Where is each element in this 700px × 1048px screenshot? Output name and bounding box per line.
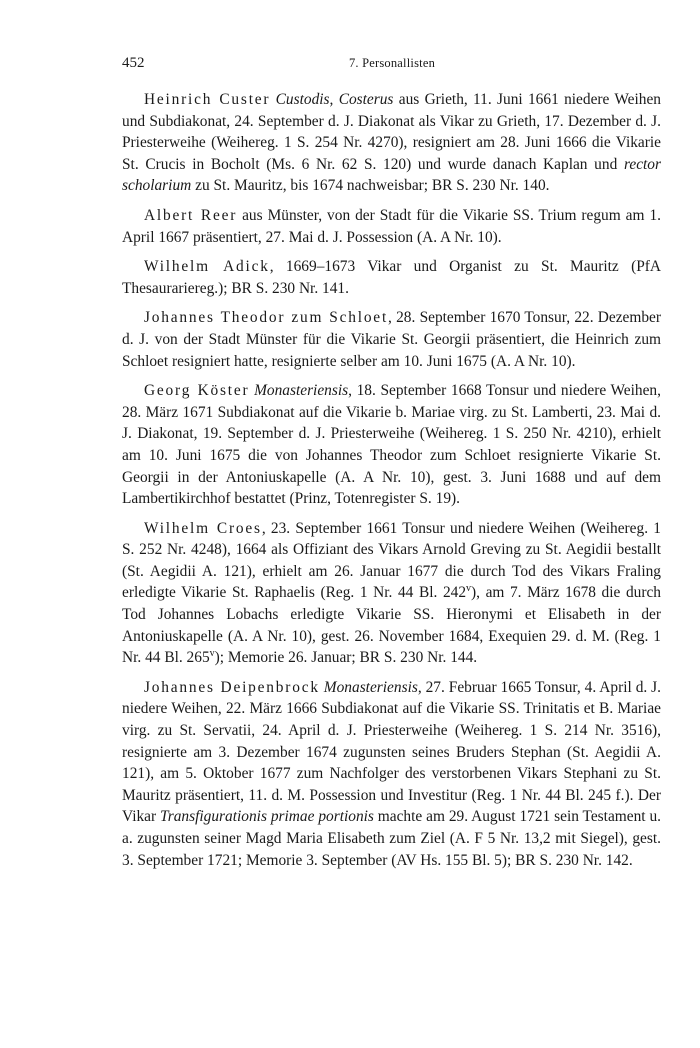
page-number: 452 — [122, 55, 145, 71]
entry-name: Wilhelm Croes — [144, 519, 262, 537]
entry-name: Albert Reer — [144, 206, 238, 224]
list-entry — [122, 89, 661, 197]
entry-name: Johannes Deipenbrock — [144, 678, 320, 696]
list-entry — [122, 380, 661, 510]
entry-name: Johannes Theodor zum Schloet — [144, 309, 389, 327]
entry-text: , 23. September 1661 Tonsur und niedere Weihen (Weihereg. 1 S. 252 Nr. 4248), 1664 als Offiziant des Vikars Arnold Greving zu St. Aegidii bestallt (St. Aegidii A. 121), erhielt am 26. Januar 1677 die durch Tod des Vikars Fraling erledigte Vikarie St. Raphaelis (Reg. 1 Nr. 44 Bl. 242$^v$), am 7. März 1678 die durch Tod Johannes Lobachs erledigte Vikarie SS. Hieronymi et Elisabeth in der Antoniuskapelle (A. A Nr. 10), gest. 26. November 1684, Exequien 29. d. M. (Reg. 1 Nr. 44 Bl. 265$^v$); Memorie 26. Januar; BR S. 230 Nr. 144. — [122, 519, 662, 667]
running-head: 7. Personallisten — [348, 56, 436, 70]
entry-text: , 28. September 1670 Tonsur, 22. Dezember d. J. von der Stadt Münster für die Vikarie St. Georgii präsentiert, die Heinrich zum Schloet resigniert hatte, resignierte selber am 10. Juni 1675 (A. A Nr. 10). — [122, 309, 662, 370]
list-entry — [122, 205, 661, 248]
list-entry — [122, 256, 661, 299]
entry-text: Monasteriensis, 27. Februar 1665 Tonsur, 4. April d. J. niedere Weihen, 22. März 1666 Subdiakonat auf die Vikarie SS. Trinitatis et B. Mariae virg. zu St. Servatii, 24. April d. J. Priesterweihe (Weihereg. 1 S. 214 Nr. 3516), resignierte am 3. Dezember 1674 zugunsten seines Bruders Stephan (St. Aegidii A. 121), am 5. Oktober 1677 zum Nachfolger des verstorbenen Vikars Stephani zu St. Mauritz präsentiert, 11. d. M. Possession und Investitur (Reg. 1 Nr. 44 Bl. 245 f.). Der Vikar Transfigurationis primae portionis machte am 29. August 1721 sein Testament u. a. zugunsten seiner Magd Maria Elisabeth zum Ziel (A. F 5 Nr. 13,2 mit Siegel), gest. 3. September 1721; Memorie 3. September (AV Hs. 155 Bl. 5); BR S. 230 Nr. 142. — [122, 678, 661, 869]
page-header — [122, 55, 662, 75]
entry-text: , 1669–1673 Vikar und Organist zu St. Mauritz (PfA Thesaurariereg.); BR S. 230 Nr. 141. — [122, 258, 661, 297]
entry-name: Wilhelm Adick — [144, 258, 270, 276]
entry-name: Georg Köster — [144, 382, 250, 400]
entry-text: Custodis, Costerus aus Grieth, 11. Juni 1661 niedere Weihen und Subdiakonat, 24. September d. J. Diakonat als Vikar zu Grieth, 17. Dezember d. J. Priesterweihe (Weihereg. 1 S. 254 Nr. 4270), resigniert am 28. Juni 1666 die Vikarie St. Crucis in Bocholt (Ms. 6 Nr. 62 S. 120) und wurde danach Kaplan und rector scholarium zu St. Mauritz, bis 1674 nachweisbar; BR S. 230 Nr. 140. — [122, 91, 662, 195]
personnel-list — [122, 89, 661, 879]
list-entry — [122, 518, 661, 669]
list-entry — [122, 677, 661, 871]
list-entry — [122, 307, 661, 372]
entry-text: aus Münster, von der Stadt für die Vikarie SS. Trium regum am 1. April 1667 präsentiert, 27. Mai d. J. Possession (A. A Nr. 10). — [122, 206, 661, 246]
entry-text: Monasteriensis, 18. September 1668 Tonsur und niedere Weihen, 28. März 1671 Subdiakonat auf die Vikarie b. Mariae virg. zu St. Lamberti, 23. Mai d. J. Diakonat, 19. September d. J. Priesterweihe (Weihereg. 1 S. 250 Nr. 4210), erhielt am 10. Juni 1675 die von Johannes Theodor zum Schloet resignierte Vikarie St. Georgii in der Antoniuskapelle (A. A Nr. 10), gest. 3. Juni 1688 und auf dem Lambertikirchhof bestattet (Prinz, Totenregister S. 19). — [122, 382, 661, 508]
entry-name: Heinrich Custer — [144, 91, 271, 108]
